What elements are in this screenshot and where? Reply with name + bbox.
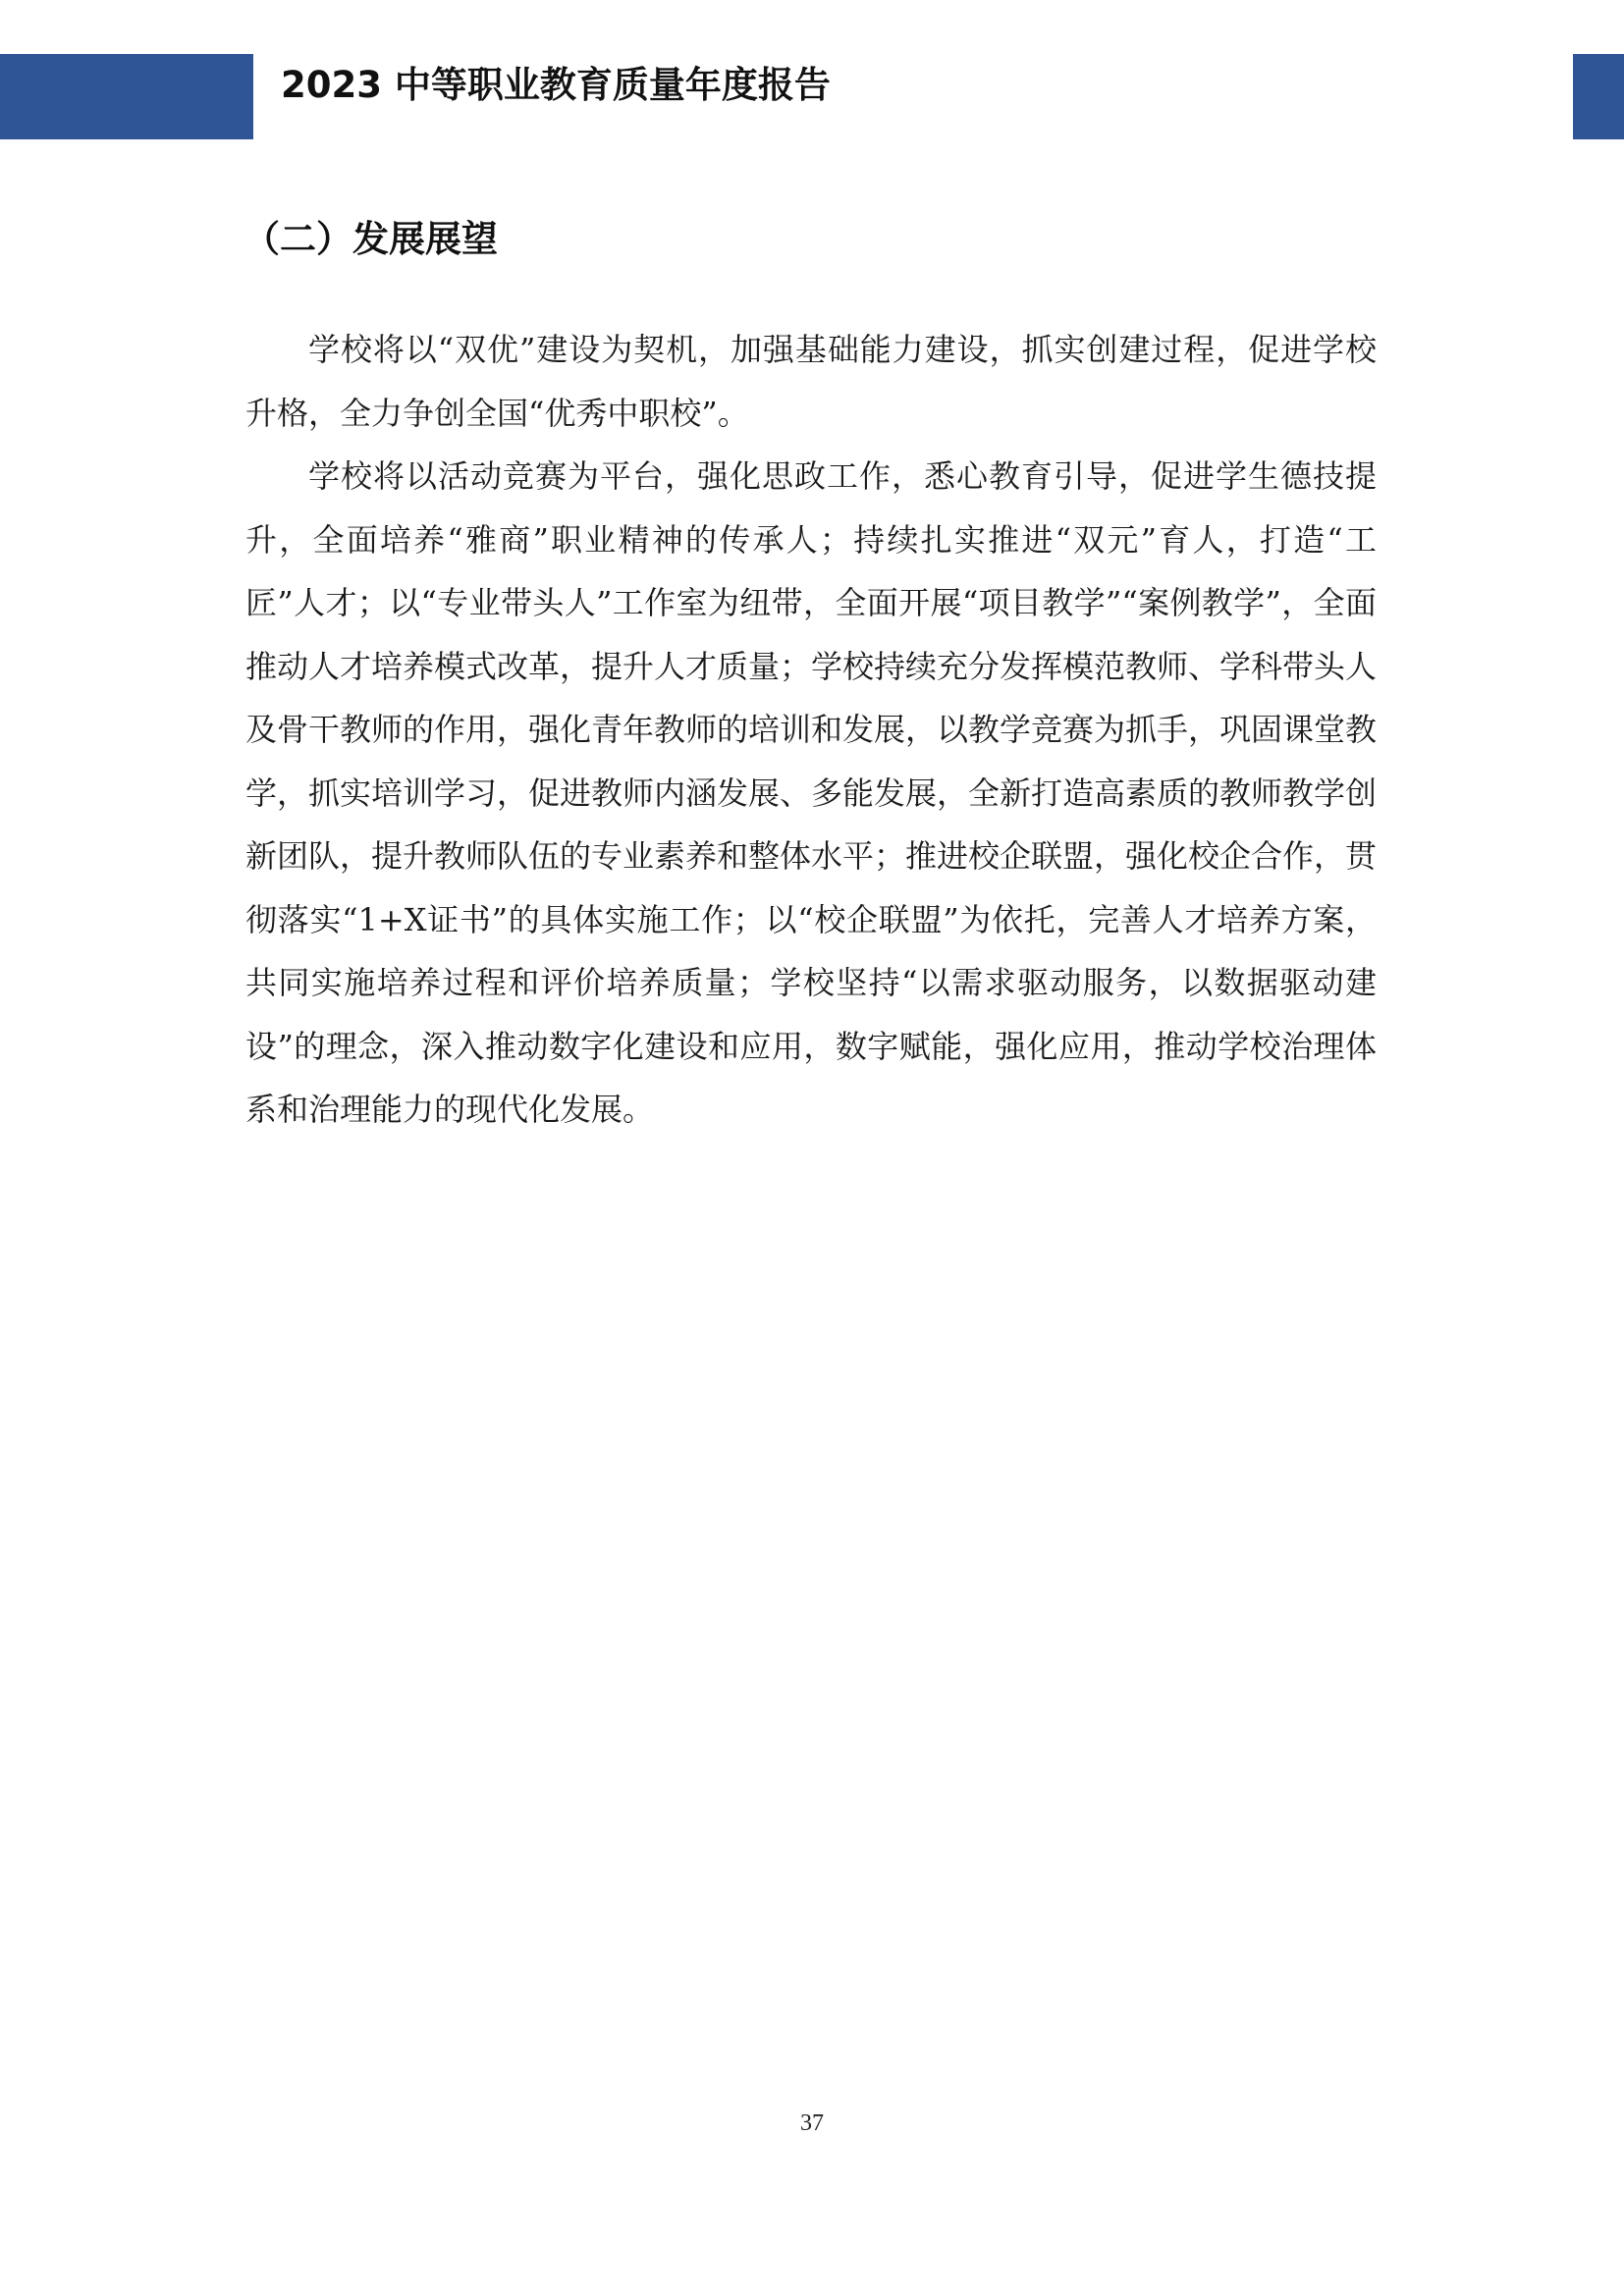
page-number: 37 [800,2110,824,2136]
paragraph: 学校将以“双优”建设为契机，加强基础能力建设，抓实创建过程，促进学校升格，全力争创全国“优秀中职校”。 [245,331,1377,432]
report-header-title: 2023 中等职业教育质量年度报告 [281,64,831,106]
header-accent-bar-left [0,54,253,139]
paragraph: 学校将以活动竞赛为平台，强化思政工作，悉心教育引导，促进学生德技提升，全面培养“雅商”职业精神的传承人；持续扎实推进“双元”育人，打造“工匠”人才；以“专业带头人”工作室为纽带，全面开展“项目教学”“案例教学”，全面推动人才培养模式改革，提升人才质量；学校持续充分发挥模范教师、学科带头人及骨干教师的作用，强化青年教师的培训和发展，以教学竞赛为抓手，巩固课堂教学，抓实培训学习，促进教师内涵发展、多能发展，全新打造高素质的教师教学创新团队，提升教师队伍的专业素养和整体水平；推进校企联盟，强化校企合作，贯彻落实“1+X证书”的具体实施工作；以“校企联盟”为依托，完善人才培养方案，共同实施培养过程和评价培养质量；学校坚持“以需求驱动服务，以数据驱动建设”的理念，深入推动数字化建设和应用，数字赋能，强化应用，推动学校治理体系和治理能力的现代化发展。 [245,457,1378,1128]
header-accent-bar-right [1573,54,1624,139]
body-text [245,318,1377,1142]
section-heading: （二）发展展望 [244,218,498,260]
